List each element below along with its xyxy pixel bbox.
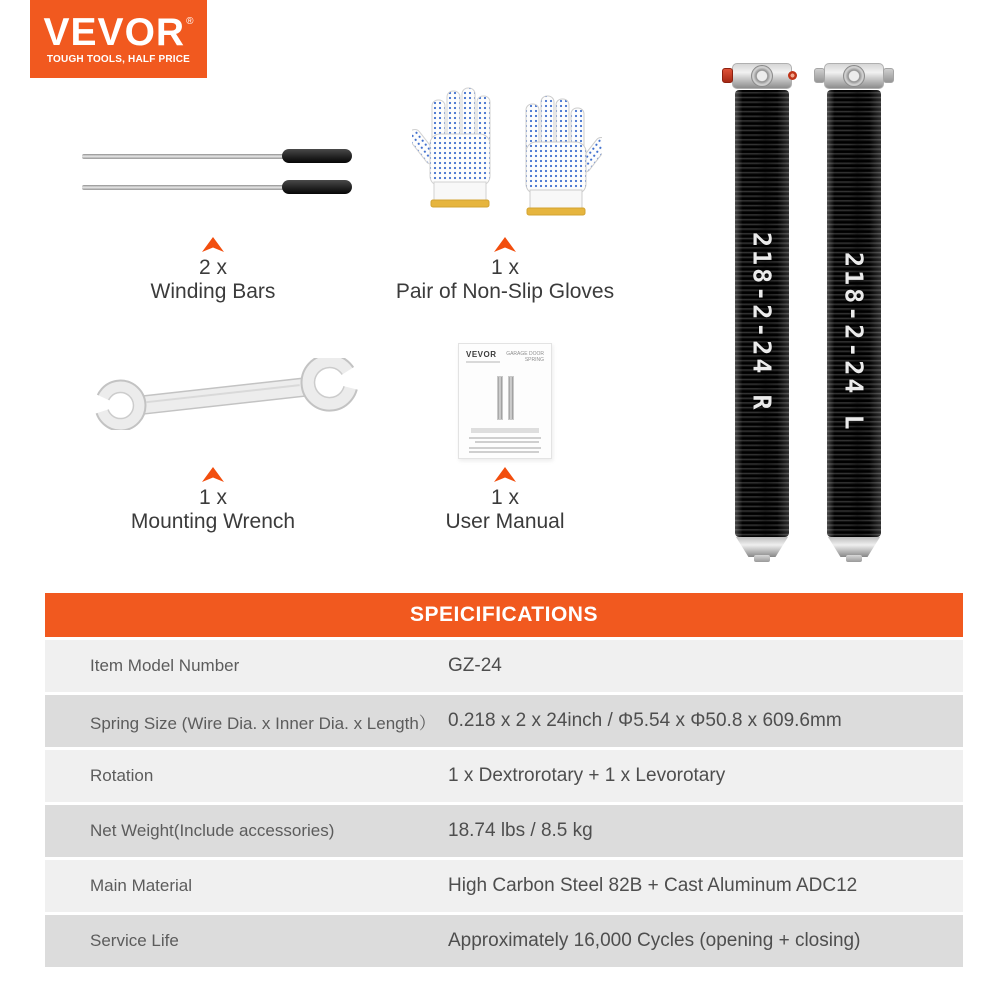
stationary-cone-tip [754,555,770,562]
spring-size-marking: 218-2-24 R [747,232,777,413]
spec-row-item-model-number [45,640,963,692]
spec-value: Approximately 16,000 Cycles (opening + closing) [448,930,861,951]
caption-user-manual [345,467,665,534]
arrow-up-icon [494,237,516,252]
stationary-cone-tip [846,555,862,562]
user-manual-image [458,343,552,459]
winding-cone-lug [814,68,825,83]
winding-bar [82,149,352,163]
manual-spring-bar [497,376,503,420]
spec-label: Spring Size (Wire Dia. x Inner Dia. x Length） [90,713,436,733]
stationary-cone-bottom [735,537,789,561]
spec-row-spring-size [45,695,963,747]
spec-label: Net Weight(Include accessories) [90,821,335,840]
winding-bar-rod [82,154,298,159]
manual-text-line [469,447,541,449]
item-quantity: 1 x [198,486,227,509]
registered-trademark-icon: ® [186,15,194,27]
gloves-image [412,84,602,229]
manual-header [466,351,544,363]
manual-brand: VEVOR [466,350,497,359]
arrow-up-icon [494,467,516,482]
spec-row-net-weight [45,805,963,857]
brand-tagline: TOUGH TOOLS, HALF PRICE [46,53,191,65]
spec-row-rotation [45,750,963,802]
item-name: User Manual [445,510,565,533]
spec-value: GZ-24 [448,655,502,676]
item-name: Winding Bars [150,280,276,303]
item-name: Pair of Non-Slip Gloves [395,280,615,303]
manual-text-line [469,437,541,439]
winding-bars-image [82,149,352,201]
manual-section-band [471,428,539,433]
winding-cone-bore [843,65,865,87]
caption-winding-bars [53,237,373,304]
winding-cone-top [827,61,881,90]
spec-value: 18.74 lbs / 8.5 kg [448,820,593,841]
arrow-up-icon [202,237,224,252]
item-name: Mounting Wrench [130,510,296,533]
spec-label: Item Model Number [90,656,240,675]
caption-gloves [345,237,665,304]
winding-cone-red-mark [722,68,733,83]
winding-cone-red-bolt [788,71,797,80]
brand-name: VEVOR [43,10,186,54]
winding-cone-lug [883,68,894,83]
spec-row-service-life [45,915,963,967]
spec-label: Rotation [90,766,154,785]
spec-label: Main Material [90,876,193,895]
spec-row-main-material [45,860,963,912]
manual-spring-bar [508,376,514,420]
manual-text-line [469,451,539,453]
winding-cone-bore [751,65,773,87]
spec-label: Service Life [90,931,179,950]
gloves-illustration [412,84,602,224]
specifications-table [45,593,963,967]
winding-bar-handle [282,180,352,194]
item-quantity: 1 x [490,256,519,279]
winding-bar-rod [82,185,298,190]
torsion-spring-right-wound [735,61,789,561]
spring-coil [827,90,881,537]
stationary-cone-bottom [827,537,881,561]
winding-bar-handle [282,149,352,163]
wrench-illustration [86,358,366,430]
caption-wrench [53,467,373,534]
manual-text-line [475,441,539,443]
manual-title-line1: GARAGE DOOR [506,351,544,357]
manual-title-line2: SPRING [524,357,544,363]
stationary-cone-body [828,537,880,557]
spec-value: 0.218 x 2 x 24inch / Φ5.54 x Φ50.8 x 609.6mm [448,710,842,731]
winding-cone-top [735,61,789,90]
winding-bar [82,180,352,194]
spring-coil [735,90,789,537]
wrench-image [86,358,366,435]
manual-spring-figure [459,376,551,420]
logo-row [43,10,194,54]
arrow-up-icon [202,467,224,482]
torsion-spring-left-wound [827,61,881,561]
spring-size-marking: 218-2-24 L [839,252,869,433]
spec-value: High Carbon Steel 82B + Cast Aluminum ADC12 [448,875,858,896]
stationary-cone-body [736,537,788,557]
spec-table-header: SPEICIFICATIONS [45,593,963,637]
item-quantity: 1 x [490,486,519,509]
vevor-logo [30,0,207,78]
spec-value: 1 x Dextrorotary + 1 x Levorotary [448,765,726,786]
item-quantity: 2 x [198,256,227,279]
manual-brand-underline [466,361,500,363]
